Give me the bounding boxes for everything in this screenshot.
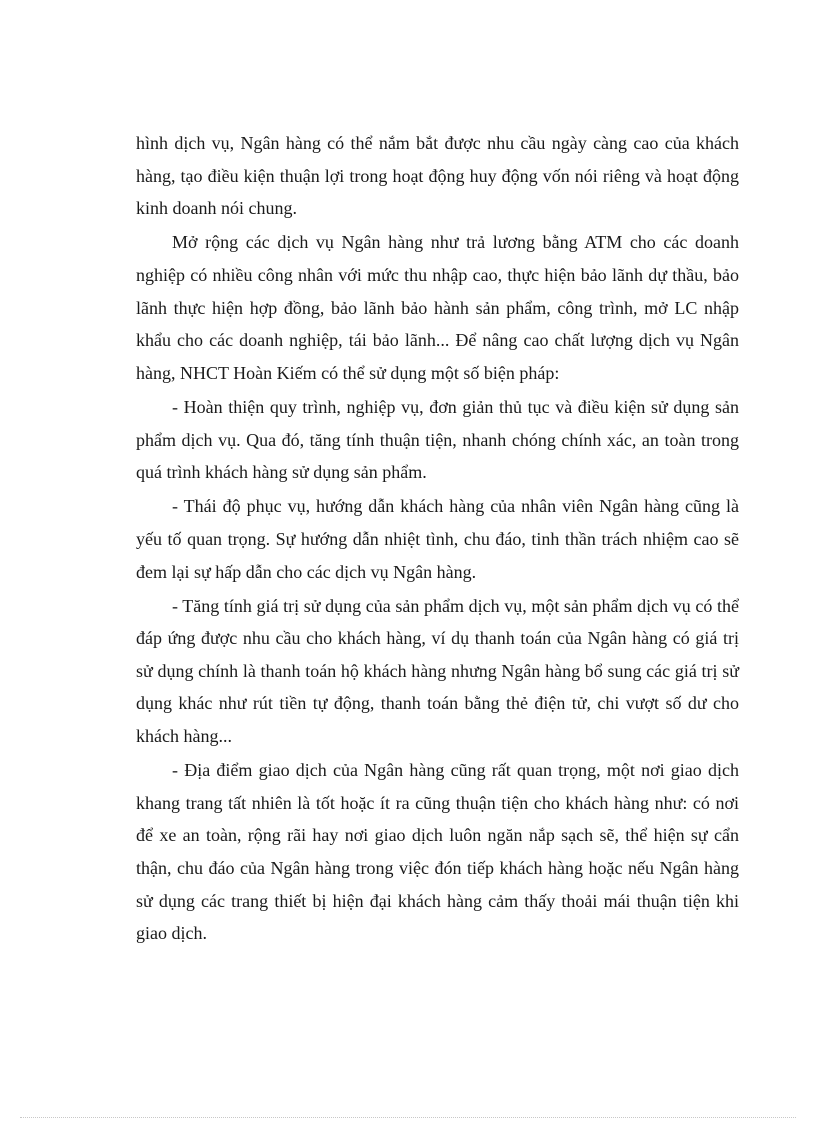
paragraph-process-improvement: - Hoàn thiện quy trình, nghiệp vụ, đơn giản thủ tục và điều kiện sử dụng sản phẩm dịch vụ. Qua đó, tăng tính thuận tiện, nhanh chóng chính xác, an toàn trong quá trình khách hàng sử dụng sản phẩm.: [136, 396, 739, 483]
page-footer-divider: [20, 1117, 796, 1118]
document-body: [136, 127, 739, 951]
paragraph-service-expansion: Mở rộng các dịch vụ Ngân hàng như trả lương bằng ATM cho các doanh nghiệp có nhiều công nhân với mức thu nhập cao, thực hiện bảo lãnh dự thầu, bảo lãnh thực hiện hợp đồng, bảo lãnh bảo hành sản phẩm, công trình, mở LC nhập khẩu cho các doanh nghiệp, tái bảo lãnh... Để nâng cao chất lượng dịch vụ Ngân hàng, NHCT Hoàn Kiếm có thể sử dụng một số biện pháp:: [136, 232, 739, 383]
paragraph-staff-attitude: - Thái độ phục vụ, hướng dẫn khách hàng của nhân viên Ngân hàng cũng là yếu tố quan trọng. Sự hướng dẫn nhiệt tình, chu đáo, tinh thần trách nhiệm cao sẽ đem lại sự hấp dẫn cho các dịch vụ Ngân hàng.: [136, 496, 739, 582]
paragraph-branch-location: - Địa điểm giao dịch của Ngân hàng cũng rất quan trọng, một nơi giao dịch khang trang tất nhiên là tốt hoặc ít ra cũng thuận tiện cho khách hàng như: có nơi để xe an toàn, rộng rãi hay nơi giao dịch luôn ngăn nắp sạch sẽ, thể hiện sự cẩn thận, chu đáo của Ngân hàng trong việc đón tiếp khách hàng hoặc nếu Ngân hàng sử dụng các trang thiết bị hiện đại khách hàng cảm thấy thoải mái thuận tiện khi giao dịch.: [136, 760, 739, 944]
paragraph-value-added: - Tăng tính giá trị sử dụng của sản phẩm dịch vụ, một sản phẩm dịch vụ có thể đáp ứng được nhu cầu cho khách hàng, ví dụ thanh toán của Ngân hàng có giá trị sử dụng chính là thanh toán hộ khách hàng nhưng Ngân hàng bổ sung các giá trị sử dụng khác như rút tiền tự động, thanh toán bằng thẻ điện tử, chi vượt số dư cho khách hàng...: [136, 595, 739, 747]
paragraph-continuation: hình dịch vụ, Ngân hàng có thể nắm bắt được nhu cầu ngày càng cao của khách hàng, tạo điều kiện thuận lợi trong hoạt động huy động vốn nói riêng và hoạt động kinh doanh nói chung.: [136, 133, 739, 219]
